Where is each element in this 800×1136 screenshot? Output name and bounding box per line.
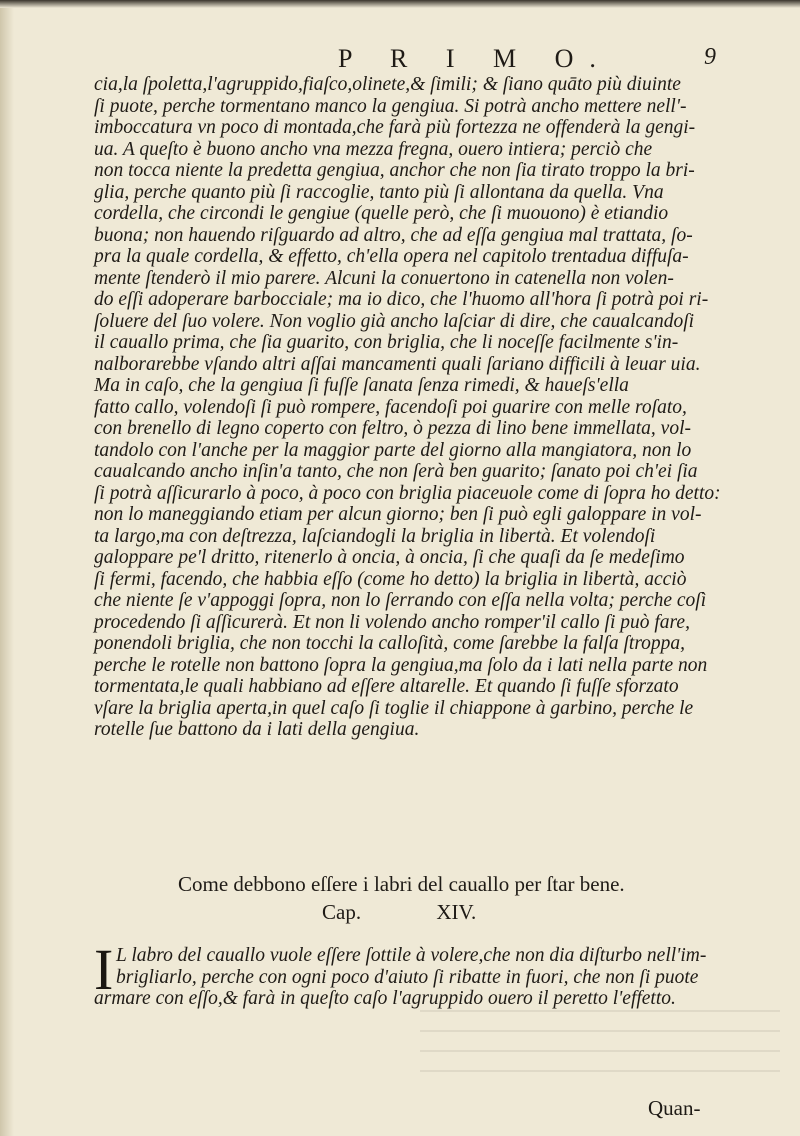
text-line: non lo maneggiando etiam per alcun giorno; ben ſi può egli galoppare in vol- (94, 504, 702, 525)
text-line: fatto callo, volendoſi ſi può rompere, facendoſi poi guarire con melle roſato, (94, 396, 687, 418)
body-text (94, 74, 780, 741)
running-title: P R I M O. (338, 44, 612, 73)
running-head (0, 40, 800, 76)
text-line: buona; non hauendo riſguardo ad altro, che ad eſſa gengiua mal trattata, ſo- (94, 224, 693, 246)
text-line: mente ſtenderò il mio parere. Alcuni la conuertono in catenella non volen- (94, 267, 674, 289)
text-line: ſi fermi, facendo, che habbia eſſo (come ho detto) la briglia in libertà, acciò (94, 568, 687, 590)
text-line: pra la quale cordella, & effetto, ch'ella opera nel capitolo trentadua diffuſa- (94, 246, 689, 267)
chapter-heading: Come debbono eſſere i labri del cauallo per ſtar bene. (178, 872, 625, 896)
text-line: rotelle ſue battono da i lati della gengiua. (94, 719, 420, 740)
catchword: Quan- (648, 1096, 701, 1120)
text-line: ta largo,ma con deſtrezza, laſciandogli la briglia in libertà. Et volendoſi (94, 525, 656, 547)
text-line: ponendoli briglia, che non tocchi la calloſità, come ſarebbe la falſa ſtroppa, (94, 633, 686, 654)
text-line: ſi potrà aſſicurarlo à poco, à poco con briglia piaceuole come di ſopra ho detto: (94, 482, 721, 504)
text-line: perche le rotelle non battono ſopra la gengiua,ma ſolo da i lati nella parte non (94, 654, 708, 676)
text-line: ſi puote, perche tormentano manco la gengiua. Si potrà ancho mettere nell'- (94, 95, 687, 117)
text-line: non tocca niente la predetta gengiua, anchor che non ſia tirato troppo la bri- (94, 160, 695, 181)
text-line: vſare la briglia aperta,in quel caſo ſi toglie il chiappone à garbino, perche le (94, 697, 694, 719)
text-line: tandolo con l'anche per la maggior parte del giorno alla mangiatora, non lo (94, 439, 692, 461)
page-number: 9 (704, 44, 716, 70)
text-line: con brenello di legno coperto con feltro, ò pezza di lino bene immellata, vol- (94, 418, 691, 439)
page-top-edge (0, 0, 800, 8)
text-line: cia,la ſpoletta,l'agruppido,fiaſco,olinete,& ſimili; & ſiano quāto più diuinte (94, 74, 681, 95)
text-line: tormentata,le quali habbiano ad eſſere altarelle. Et quando ſi fuſſe sforzato (94, 676, 679, 697)
text-line: imboccatura vn poco di montada,che farà più fortezza ne offenderà la gengi- (94, 117, 696, 138)
text-line: che niente ſe v'appoggi ſopra, non lo ſerrando con eſſa nella volta; perche coſì (94, 590, 707, 611)
text-line: cordella, che circondi le gengiue (quelle però, che ſi muouono) è etiandio (94, 203, 669, 224)
chapter-cap-label: Cap. (322, 900, 362, 924)
chapter-number-line (322, 900, 542, 925)
text-line: ua. A queſto è buono ancho vna mezza fregna, ouero intiera; perciò che (94, 138, 653, 160)
text-line: brigliarlo, perche con ogni poco d'aiuto ſi ribatte in fuori, che non ſi puote (116, 966, 699, 988)
text-line: L labro del cauallo vuole eſſere ſottile à volere,che non dia diſturbo nell'im- (116, 945, 707, 966)
text-line: galoppare pe'l dritto, ritenerlo à oncia, à oncia, ſi che quaſi da ſe medeſimo (94, 547, 685, 568)
ink-bleed-through (420, 1010, 780, 1090)
chapter-roman-number: XIV. (436, 900, 477, 924)
text-line: il cauallo prima, che ſia guarito, con briglia, che li noceſſe facilmente s'in- (94, 332, 679, 353)
drop-cap-initial: I (94, 937, 114, 1002)
text-line: procedendo ſi aſſicurerà. Et non li volendo ancho romper'il callo ſi può fare, (94, 611, 690, 633)
text-line: nalborarebbe vſando altri aſſai mancamenti quali ſariano difficili à leuar uia. (94, 353, 701, 375)
page-gutter-shadow (0, 0, 14, 1136)
text-line: Ma in caſo, che la gengiua ſi fuſſe ſanata ſenza rimedi, & haueſs'ella (94, 375, 629, 396)
chapter-opening-paragraph (94, 937, 774, 1009)
text-line: do eſſi adoperare barbocciale; ma io dico, che l'huomo all'hora ſi potrà poi ri- (94, 289, 709, 310)
text-line: caualcando ancho inſin'a tanto, che non ſerà ben guarito; ſanato poi ch'ei ſia (94, 461, 698, 482)
text-line: armare con eſſo,& farà in queſto caſo l'agruppido ouero il peretto l'effetto. (94, 988, 676, 1009)
text-line: ſoluere del ſuo volere. Non voglio già ancho laſciar di dire, che caualcandoſi (94, 310, 695, 332)
text-line: glia, perche quanto più ſi raccoglie, tanto più ſi allontana da quella. Vna (94, 181, 664, 203)
